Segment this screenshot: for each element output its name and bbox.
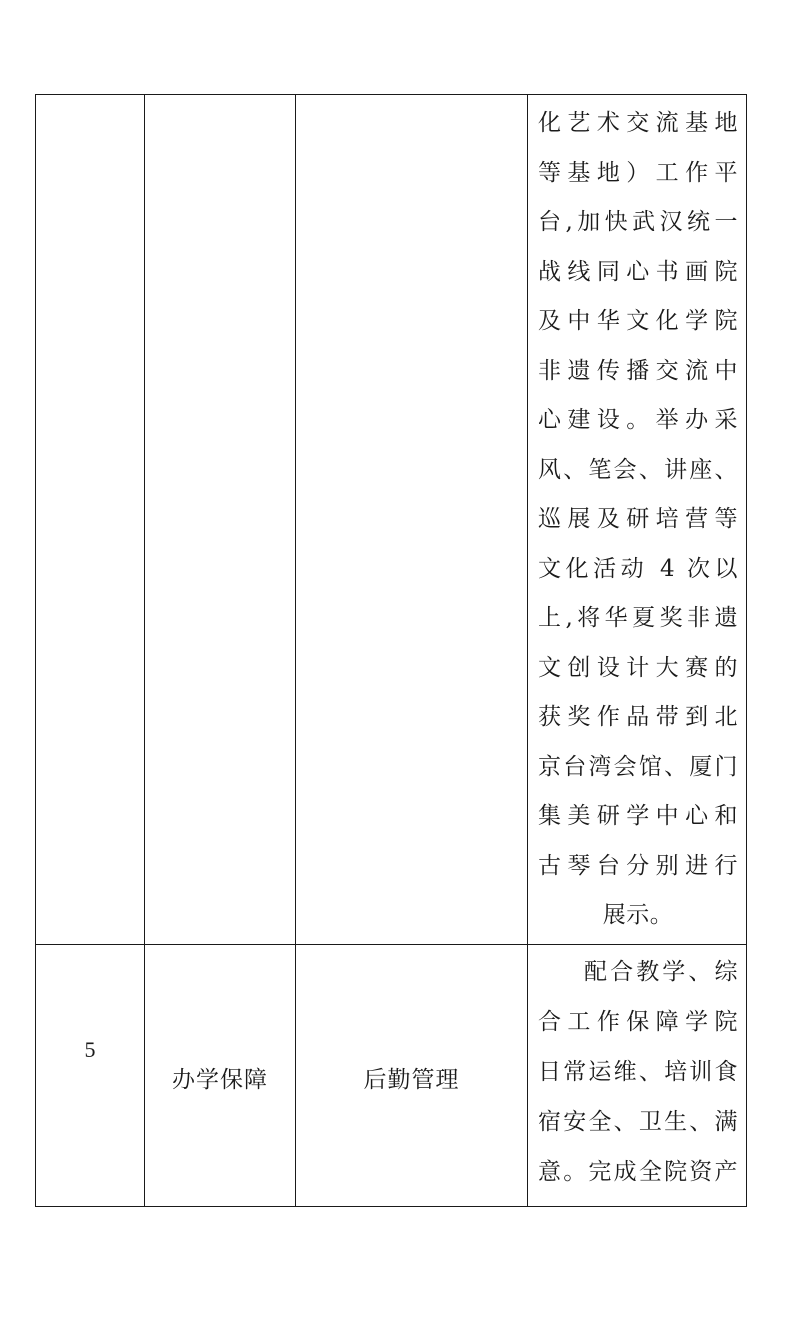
work-plan-table (35, 94, 747, 1207)
item-label: 后勤管理 (363, 1067, 460, 1093)
content-line: 配合教学、综 (584, 959, 738, 985)
content-line: 展示。 (602, 902, 674, 928)
content-line: 上,将华夏奖非遗 (538, 605, 738, 631)
category-cell (145, 95, 296, 945)
item-cell (296, 945, 528, 1207)
number-cell (36, 95, 145, 945)
content-line: 巡展及研培营等 (538, 506, 738, 532)
number-cell (36, 945, 145, 1207)
content-line: 集美研学中心和 (538, 803, 738, 829)
item-cell (296, 95, 528, 945)
content-line: 风、笔会、讲座、 (538, 456, 738, 483)
table-row-continued (36, 95, 747, 945)
content-line: 文化活动 4 次以 (538, 555, 738, 582)
content-line: 意。完成全院资产 (538, 1159, 738, 1185)
content-cell (528, 95, 747, 945)
category-cell (145, 945, 296, 1207)
content-line: 战线同心书画院 (538, 258, 738, 285)
content-line: 及中华文化学院 (538, 308, 738, 334)
content-line: 京台湾会馆、厦门 (538, 753, 738, 780)
content-line: 台,加快武汉统一 (538, 209, 738, 235)
content-cell (528, 945, 747, 1207)
content-line: 心建设。举办采 (538, 407, 738, 433)
category-label: 办学保障 (172, 1067, 268, 1093)
row-number: 5 (84, 1036, 96, 1062)
content-line: 古琴台分别进行 (538, 852, 738, 879)
content-line: 获奖作品带到北 (538, 704, 738, 730)
content-line: 文创设计大赛的 (538, 654, 738, 681)
content-line: 合工作保障学院 (538, 1009, 738, 1035)
content-line: 日常运维、培训食 (538, 1059, 738, 1085)
table-row-5 (36, 945, 747, 1207)
content-line: 等基地）工作平 (538, 159, 738, 186)
content-line: 化艺术交流基地 (538, 110, 738, 136)
content-line: 宿安全、卫生、满 (538, 1109, 738, 1135)
content-line: 非遗传播交流中 (538, 357, 738, 384)
